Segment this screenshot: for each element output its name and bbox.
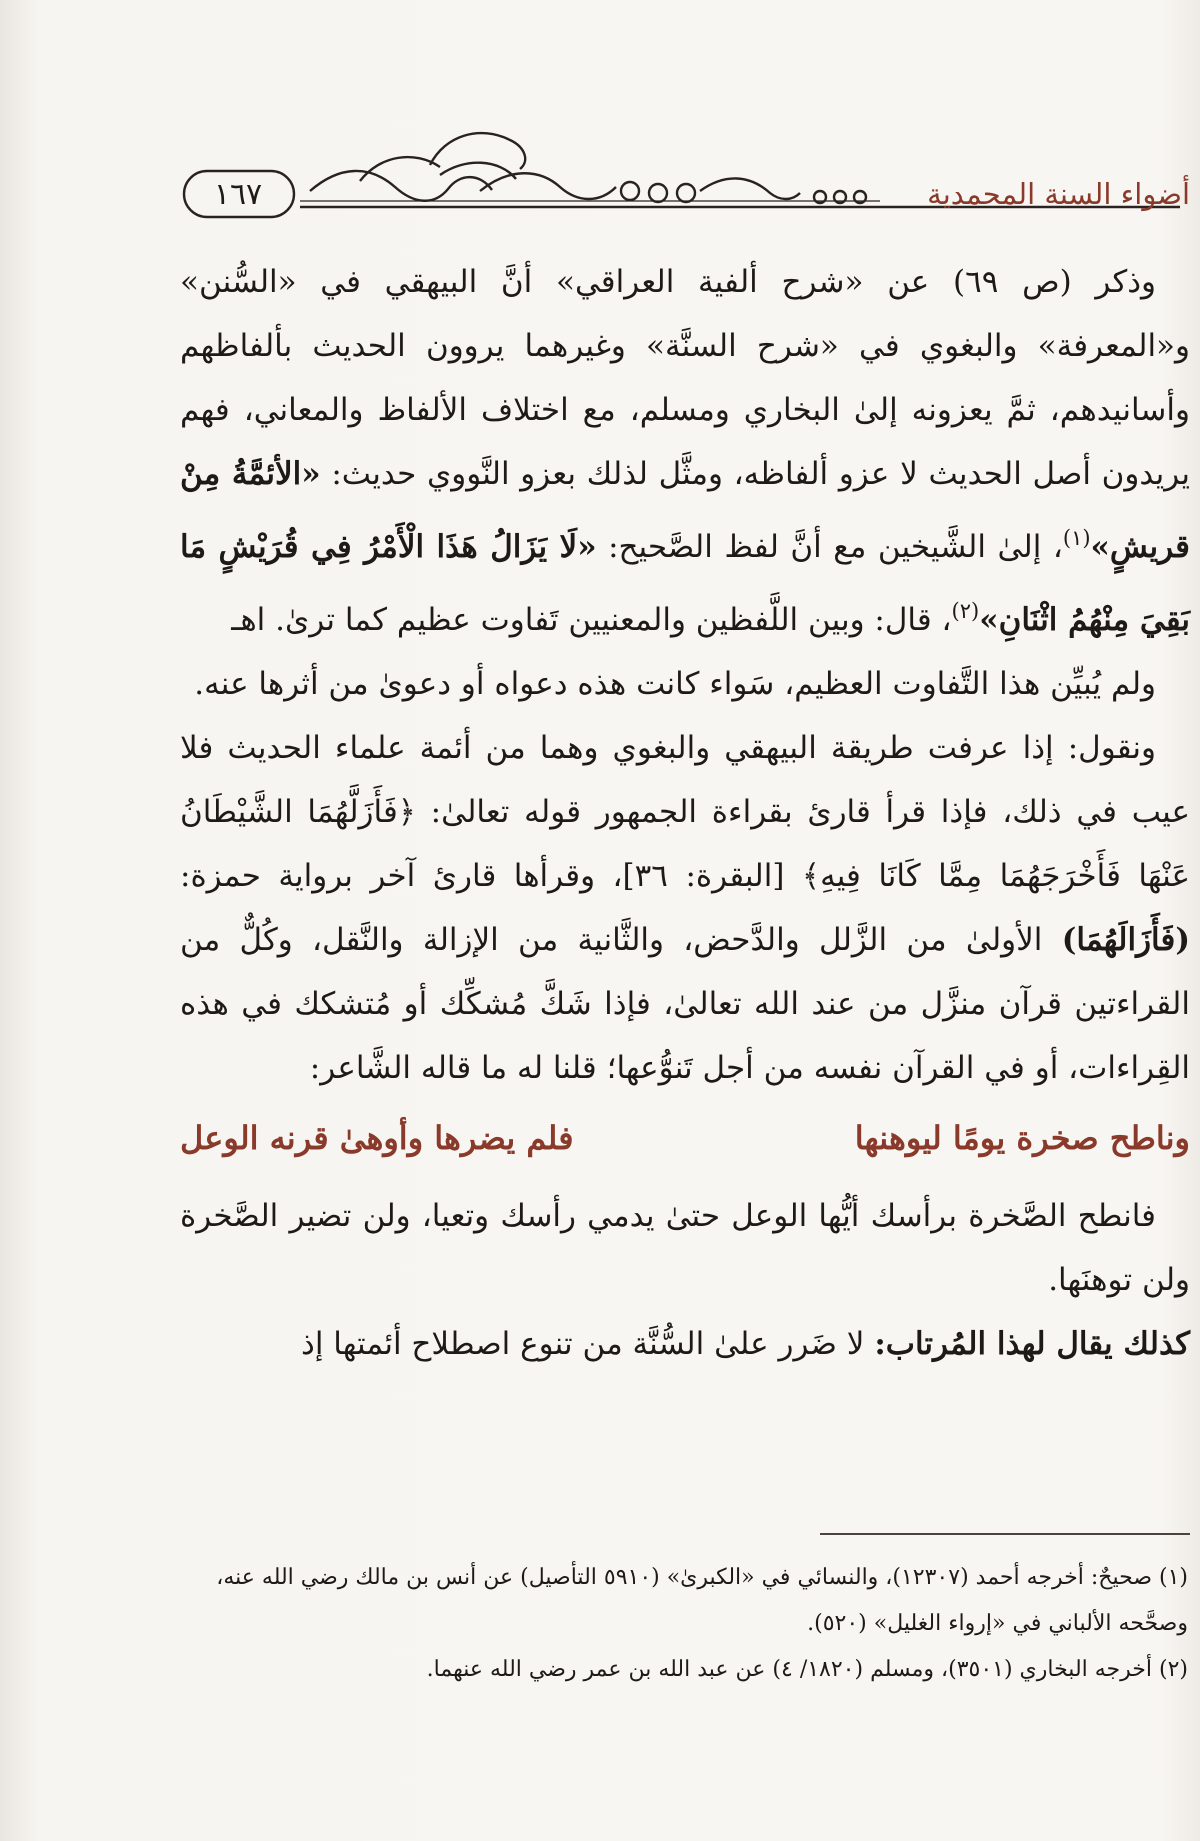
- quran-verse: ﴿فَأَزَلَّهُمَا الشَّيْطَانُ عَنْهَا فَأَخْرَجَهُمَا مِمَّا كَانَا فِيهِ﴾: [180, 794, 1190, 894]
- paragraph-1: [180, 250, 1190, 652]
- footnote-2: (٢) أخرجه البخاري (٣٥٠١)، ومسلم (١٨٢٠/ ٤) عن عبد الله بن عمر رضي الله عنهما.: [426, 1657, 1188, 1682]
- page-number: ١٦٧: [213, 177, 263, 212]
- paragraph-5: [180, 1312, 1190, 1376]
- hamza-reading: (فَأَزَالَهُمَا): [1061, 922, 1190, 958]
- paragraph-1-end: ، قال: وبين اللَّفظين والمعنيين تَفاوت عظيم كما ترىٰ. اهـ: [231, 602, 952, 638]
- paragraph-4: فانطح الصَّخرة برأسك أيُّها الوعل حتىٰ يدمي رأسك وتعيا، ولن تضير الصَّخرة ولن توهنَها.: [180, 1198, 1190, 1298]
- footnote-ref-2: (٢): [951, 599, 980, 623]
- paragraph-1-text: وذكر (ص ٦٩) عن «شرح ألفية العراقي» أنَّ البيهقي في «السُّنن» و«المعرفة» والبغوي في «شرح السنَّة» وغيرهما يروون الحديث بألفاظهم وأسانيدهم، ثمَّ يعزونه إلىٰ البخاري ومسلم، مع اختلاف الألفاظ والمعاني، فهم يريدون أصل الحديث لا عزو ألفاظه، ومثَّل لذلك بعزو النَّووي حديث:: [180, 264, 1190, 492]
- poetry-verse: [180, 1106, 1190, 1170]
- paragraph-3-start: ونقول: إذا عرفت طريقة البيهقي والبغوي وهما من أئمة علماء الحديث فلا عيب في ذلك، فإذا قرأ قارئ بقراءة الجمهور قوله تعالىٰ:: [180, 730, 1190, 830]
- paragraph-5-bold: كذلك يقال لهذا المُرتاب:: [874, 1326, 1190, 1362]
- paragraph-2: ولم يُبيِّن هذا التَّفاوت العظيم، سَواء كانت هذه دعواه أو دعوىٰ من أثرها عنه.: [194, 666, 1156, 702]
- hadith-quote-1: «الأئمَّةُ مِنْ قريشٍ»: [180, 456, 1190, 565]
- running-header-title: أضواء السنة المحمدية: [927, 177, 1190, 211]
- verse-reference: [البقرة: ٣٦]: [622, 858, 785, 894]
- footnote-1: (١) صحيحٌ: أخرجه أحمد (١٢٣٠٧)، والنسائي في «الكبرىٰ» (٥٩١٠ التأصيل) عن أنس بن مالك رضي الله عنه، وصحَّحه الألباني في «إرواء الغليل» (٥٢٠).: [216, 1565, 1188, 1636]
- poetry-hemistich-left: فلم يضرها وأوهىٰ قرنه الوعل: [180, 1119, 574, 1157]
- hadith-quote-2: «لَا يَزَالُ هَذَا الْأَمْرُ فِي قُرَيْشٍ مَا بَقِيَ مِنْهُمُ اثْنَانِ»: [180, 529, 1190, 638]
- footnote-ref-1: (١): [1062, 526, 1091, 550]
- footnotes: [180, 1555, 1188, 1693]
- main-text: [180, 250, 1190, 1376]
- footnote-divider: [820, 1533, 1190, 1535]
- paragraph-1-mid: ، إلىٰ الشَّيخين مع أنَّ لفظ الصَّحيح:: [596, 529, 1063, 565]
- poetry-hemistich-right: وناطح صخرة يومًا ليوهنها: [854, 1119, 1190, 1157]
- paragraph-5-rest: لا ضَرر علىٰ السُّنَّة من تنوع اصطلاح أئمتها إذ: [301, 1326, 875, 1362]
- paragraph-3-end: الأولىٰ من الزَّلل والدَّحض، والثَّانية من الإزالة والنَّقل، وكُلٌّ من القراءتين قرآن منزَّل من عند الله تعالىٰ، فإذا شَكَّ مُشكِّك أو مُتشكك في هذه القِراءات، أو في القرآن نفسه من أجل تَنوُّعها؛ قلنا له ما قاله الشَّاعر:: [180, 922, 1190, 1086]
- paragraph-3: [180, 716, 1190, 1100]
- paragraph-3-mid: ، وقرأها قارئ آخر برواية حمزة:: [180, 858, 623, 894]
